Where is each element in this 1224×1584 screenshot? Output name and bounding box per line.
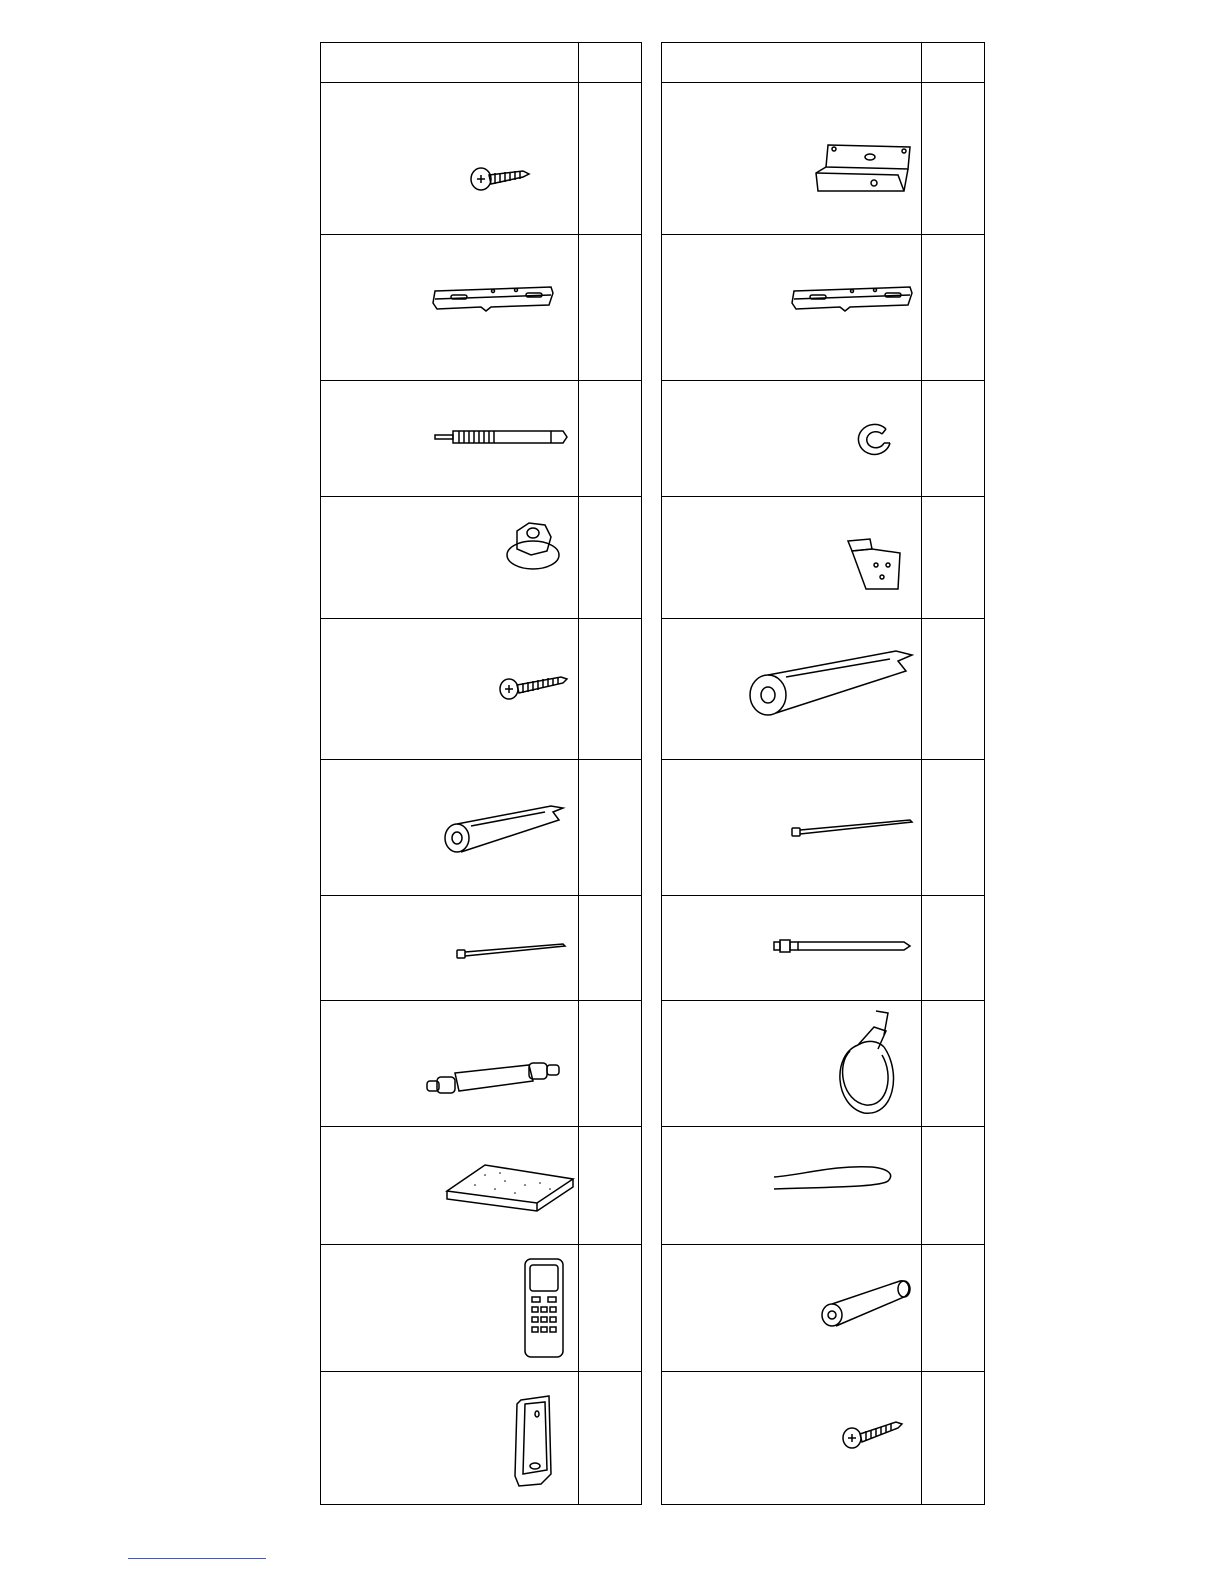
table-row (662, 619, 984, 760)
corner-bracket-icon (814, 141, 914, 193)
table-row (662, 381, 984, 497)
table-row (321, 1372, 641, 1506)
table-row (321, 1245, 641, 1372)
wire-cord-icon (772, 1161, 896, 1197)
pan-head-screw-icon (469, 163, 531, 195)
table-row (662, 497, 984, 619)
mounting-rail-icon (790, 285, 915, 317)
flange-nut-icon (503, 517, 563, 573)
table-row (321, 497, 641, 619)
table-row (321, 896, 641, 1001)
table-row (321, 83, 641, 235)
tapping-screw-icon (497, 669, 569, 703)
table-row (662, 1001, 984, 1127)
accessory-table-left (320, 42, 642, 1505)
table-row (662, 760, 984, 896)
table-row (321, 1127, 641, 1245)
hose-clamp-icon (828, 1005, 902, 1117)
table-row (662, 83, 984, 235)
battery-icon (816, 1277, 912, 1329)
mounting-rail-icon (431, 285, 556, 317)
table-row (662, 896, 984, 1001)
pan-head-screw-icon (840, 1416, 904, 1452)
table-row (662, 1127, 984, 1245)
cable-tie-icon (790, 816, 914, 840)
table-header (662, 43, 984, 83)
table-row (662, 1245, 984, 1372)
table-row (662, 235, 984, 381)
table-row (321, 619, 641, 760)
pipe-joint-icon (425, 1059, 565, 1099)
accessory-table-right (661, 42, 985, 1505)
remote-holder-icon (511, 1394, 559, 1494)
cable-tie-icon (455, 940, 567, 962)
table-row (321, 760, 641, 896)
spring-washer-icon (856, 421, 896, 459)
table-row (662, 1372, 984, 1506)
table-row (321, 1001, 641, 1127)
anchor-bolt-icon (433, 425, 573, 449)
cable-tie-with-clip-icon (772, 936, 912, 956)
foam-pad-icon (445, 1161, 577, 1213)
bent-plate-icon (846, 537, 904, 593)
large-insulation-tube-icon (746, 647, 914, 719)
remote-control-icon (523, 1257, 565, 1359)
footer-rule (128, 1558, 266, 1559)
insulation-tube-icon (441, 802, 567, 858)
table-header (321, 43, 641, 83)
table-row (321, 235, 641, 381)
table-row (321, 381, 641, 497)
